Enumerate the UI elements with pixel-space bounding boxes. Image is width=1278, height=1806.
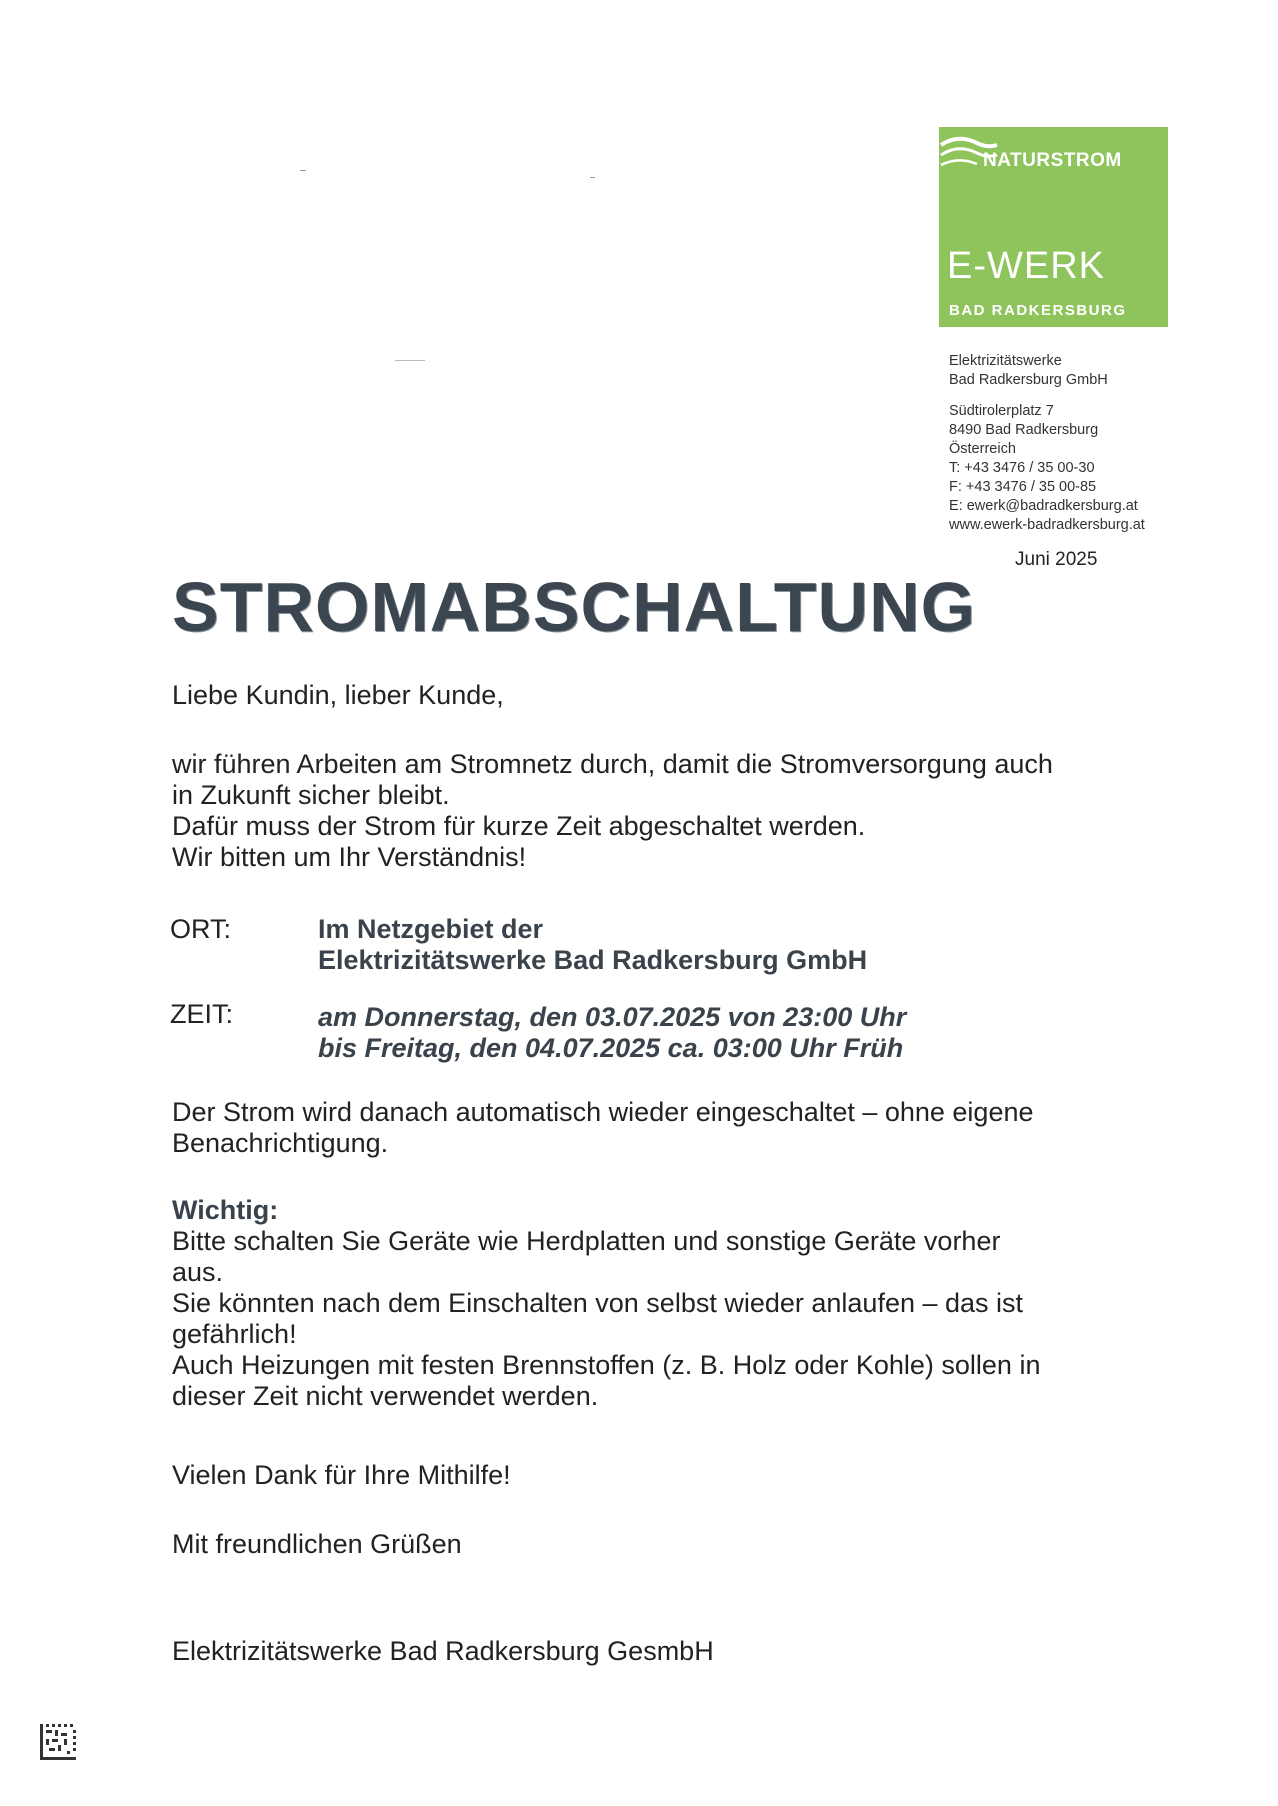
company-city: 8490 Bad Radkersburg (949, 422, 1099, 438)
logo-naturstrom: NATURSTROM (983, 150, 1122, 171)
time-label: ZEIT: (170, 999, 234, 1029)
important-line: gefährlich! (172, 1319, 297, 1349)
time-line: bis Freitag, den 04.07.2025 ca. 03:00 Uhr Früh (318, 1033, 904, 1063)
company-address-block (949, 352, 1145, 535)
company-country: Österreich (949, 441, 1016, 457)
important-line: dieser Zeit nicht verwendet werden. (172, 1381, 599, 1411)
location-value (318, 914, 867, 976)
company-street: Südtirolerplatz 7 (949, 403, 1054, 419)
important-line: Bitte schalten Sie Geräte wie Herdplatten und sonstige Geräte vorher (172, 1226, 1001, 1256)
signature-text: Elektrizitätswerke Bad Radkersburg GesmbH (172, 1636, 714, 1666)
company-logo (939, 127, 1168, 327)
important-paragraph (172, 1195, 1040, 1412)
page-title: STROMABSCHALTUNG (172, 568, 977, 646)
intro-line: in Zukunft sicher bleibt. (172, 780, 450, 810)
time-line: am Donnerstag, den 03.07.2025 von 23:00 Uhr (318, 1002, 907, 1032)
time-value (318, 1002, 906, 1064)
after-line: Der Strom wird danach automatisch wieder eingeschaltet – ohne eigene (172, 1097, 1034, 1127)
after-line: Benachrichtigung. (172, 1128, 389, 1158)
location-label: ORT: (170, 914, 232, 944)
logo-bad-radkersburg: BAD RADKERSBURG (949, 302, 1127, 319)
important-heading: Wichtig: (172, 1195, 279, 1225)
salutation: Liebe Kundin, lieber Kunde, (172, 680, 504, 710)
company-phone: T: +43 3476 / 35 00-30 (949, 460, 1095, 476)
document-date: Juni 2025 (1015, 549, 1098, 570)
datamatrix-code-icon (40, 1724, 76, 1760)
closing-text: Mit freundlichen Grüßen (172, 1529, 462, 1559)
intro-line: Dafür muss der Strom für kurze Zeit abgeschaltet werden. (172, 811, 866, 841)
location-line: Im Netzgebiet der (318, 914, 544, 944)
company-web: www.ewerk-badradkersburg.at (949, 517, 1145, 533)
company-email: E: ewerk@badradkersburg.at (949, 498, 1138, 514)
important-line: aus. (172, 1257, 224, 1287)
important-line: Auch Heizungen mit festen Brennstoffen (z. B. Holz oder Kohle) sollen in (172, 1350, 1041, 1380)
intro-line: Wir bitten um Ihr Verständnis! (172, 842, 527, 872)
thanks-text: Vielen Dank für Ihre Mithilfe! (172, 1460, 511, 1490)
intro-line: wir führen Arbeiten am Stromnetz durch, damit die Stromversorgung auch (172, 749, 1053, 779)
logo-ewerk: E-WERK (947, 245, 1105, 287)
company-fax: F: +43 3476 / 35 00-85 (949, 479, 1097, 495)
intro-paragraph (172, 749, 1053, 873)
company-name-line1: Elektrizitätswerke (949, 353, 1062, 369)
important-line: Sie könnten nach dem Einschalten von selbst wieder anlaufen – das ist (172, 1288, 1024, 1318)
location-line: Elektrizitätswerke Bad Radkersburg GmbH (318, 945, 868, 975)
scan-speck (300, 170, 306, 171)
scan-speck (395, 360, 425, 361)
after-paragraph (172, 1097, 1034, 1159)
company-name-line2: Bad Radkersburg GmbH (949, 372, 1108, 388)
scan-speck (590, 177, 595, 178)
